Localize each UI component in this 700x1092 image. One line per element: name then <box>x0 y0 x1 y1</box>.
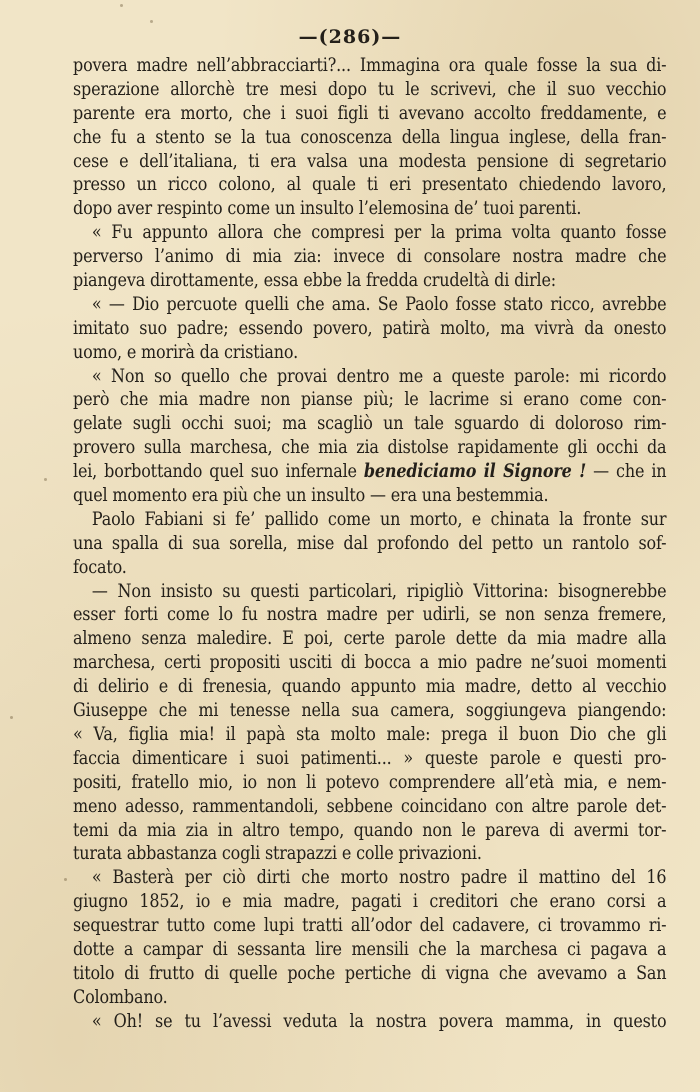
text-line <box>73 1010 666 1034</box>
paper-speck <box>44 478 47 481</box>
text-line <box>73 795 666 819</box>
text-line-content: sperazione allorchè tre mesi dopo tu le scrivevi, che il suo vecchio <box>73 78 667 100</box>
text-line-content: parente era morto, che i suoi figli ti avevano accolto freddamente, e <box>73 102 667 124</box>
text-line <box>73 54 666 78</box>
text-line-content: piangeva dirottamente, essa ebbe la fredda crudeltà di dirle: <box>73 270 556 292</box>
text-line <box>73 866 666 890</box>
text-line-content: « Oh! se tu l’avessi veduta la nostra povera mamma, in questo <box>91 1010 667 1032</box>
text-line <box>73 365 666 389</box>
text-line-content: che fu a stento se la tua conoscenza della lingua inglese, della fran- <box>73 126 667 148</box>
page-number: —(286)— <box>298 26 402 48</box>
text-line-content: — Non insisto su questi particolari, ripigliò Vittorina: bisognerebbe <box>91 580 667 602</box>
text-line-content: Colombano. <box>73 986 168 1008</box>
text-line-continuation: — che in <box>586 461 667 483</box>
text-line <box>73 436 666 460</box>
text-line <box>73 341 666 365</box>
text-line-content: dotte a campar di sessanta lire mensili che la marchesa ci pagava a <box>73 938 667 960</box>
text-line <box>73 603 666 627</box>
text-line <box>73 627 666 651</box>
text-line <box>73 580 666 604</box>
text-line <box>73 962 666 986</box>
text-line <box>73 412 666 436</box>
text-line-content: « Basterà per ciò dirti che morto nostro padre il mattino del 16 <box>91 867 667 889</box>
text-line <box>73 819 666 843</box>
text-line <box>73 723 666 747</box>
text-line-content: sequestrar tutto come lupi tratti all’odor del cadavere, ci trovammo ri- <box>73 915 667 937</box>
text-line-content: focato. <box>73 556 127 578</box>
text-line-content: cese e dell’italiana, ti era valsa una modesta pensione di segretario <box>73 150 667 172</box>
text-line <box>73 245 666 269</box>
text-line <box>73 747 666 771</box>
text-line-content: provero sulla marchesa, che mia zia distolse rapidamente gli occhi da <box>73 437 667 459</box>
text-line-content: dopo aver respinto come un insulto l’elemosina de’ tuoi parenti. <box>73 198 582 220</box>
text-line <box>73 532 666 556</box>
paper-speck <box>150 20 153 23</box>
text-line-content: titolo di frutto di quelle poche pertiche di vigna che avevamo a San <box>73 962 667 984</box>
text-line-content: giugno 1852, io e mia madre, pagati i creditori che erano corsi a <box>73 891 667 913</box>
paper-speck <box>10 716 13 719</box>
text-line <box>73 197 666 221</box>
text-line-content: presso un ricco colono, al quale ti eri presentato chiedendo lavoro, <box>73 174 667 196</box>
text-line-content: positi, fratello mio, io non li potevo comprendere all’età mia, e nem- <box>73 771 667 793</box>
text-line <box>73 914 666 938</box>
text-line <box>73 651 666 675</box>
text-line-content: meno adesso, rammentandoli, sebbene coincidano con altre parole det- <box>73 795 667 817</box>
text-line-content: quel momento era più che un insulto — era una bestemmia. <box>73 485 549 507</box>
text-line <box>73 293 666 317</box>
text-line-content: imitato suo padre; essendo povero, patirà molto, ma vivrà da onesto <box>73 317 667 339</box>
paper-speck <box>120 4 123 7</box>
text-line <box>73 938 666 962</box>
text-line <box>73 126 666 150</box>
text-line-content: « — Dio percuote quelli che ama. Se Paolo fosse stato ricco, avrebbe <box>91 293 667 315</box>
text-line-content: povera madre nell’abbracciarti?... Immagina ora quale fosse la sua di- <box>73 55 667 76</box>
text-line-content: almeno senza maledire. E poi, certe parole dette da mia madre alla <box>73 628 667 650</box>
text-line <box>73 388 666 412</box>
text-line <box>73 221 666 245</box>
text-line <box>73 78 666 102</box>
text-line-content: di delirio e di frenesia, quando appunto mia madre, detto al vecchio <box>73 676 667 698</box>
text-line <box>73 150 666 174</box>
text-line <box>73 556 666 580</box>
text-line <box>73 890 666 914</box>
text-line-content: esser forti come lo fu nostra madre per udirli, se non senza fremere, <box>73 604 667 626</box>
text-line-content: « Va, figlia mia! il papà sta molto male: prega il buon Dio che gli <box>73 723 667 745</box>
text-line-content: uomo, e morirà da cristiano. <box>73 341 298 363</box>
text-line <box>73 460 666 484</box>
text-line-content: temi da mia zia in altro tempo, quando non le pareva di avermi tor- <box>73 819 667 841</box>
text-line <box>73 102 666 126</box>
text-line <box>73 675 666 699</box>
paper-speck <box>64 878 67 881</box>
text-line-content: una spalla di sua sorella, mise dal profondo del petto un rantolo sof- <box>73 532 667 554</box>
text-line-content: « Fu appunto allora che compresi per la prima volta quanto fosse <box>91 222 667 244</box>
text-line <box>73 173 666 197</box>
text-line <box>73 269 666 293</box>
text-line-content: turata abbastanza cogli strapazzi e colle privazioni. <box>73 843 482 865</box>
text-line <box>73 986 666 1010</box>
text-line <box>73 771 666 795</box>
text-line-content: gelate sugli occhi suoi; ma scagliò un tale sguardo di doloroso rim- <box>73 413 667 435</box>
text-line-content: perverso l’animo di mia zia: invece di consolare nostra madre che <box>73 246 667 268</box>
text-line <box>73 508 666 532</box>
text-line-content: Paolo Fabiani si fe’ pallido come un morto, e chinata la fronte sur <box>91 508 667 530</box>
text-line-content: lei, borbottando quel suo infernale <box>73 461 364 483</box>
text-line-content: però che mia madre non pianse più; le lacrime si erano come con- <box>73 389 667 411</box>
text-line-content: Giuseppe che mi tenesse nella sua camera, soggiungeva piangendo: <box>73 700 667 722</box>
italic-phrase: benediciamo il Signore ! <box>363 461 587 483</box>
text-line <box>73 317 666 341</box>
text-line <box>73 842 666 866</box>
text-line <box>73 699 666 723</box>
page-body-text <box>73 54 667 1034</box>
text-line-content: « Non so quello che provai dentro me a queste parole: mi ricordo <box>91 365 667 387</box>
text-line-content: marchesa, certi propositi usciti di bocca a mio padre ne’suoi momenti <box>73 652 667 674</box>
text-line-content: faccia dimenticare i suoi patimenti... » queste parole e questi pro- <box>73 747 667 769</box>
text-line <box>73 484 666 508</box>
